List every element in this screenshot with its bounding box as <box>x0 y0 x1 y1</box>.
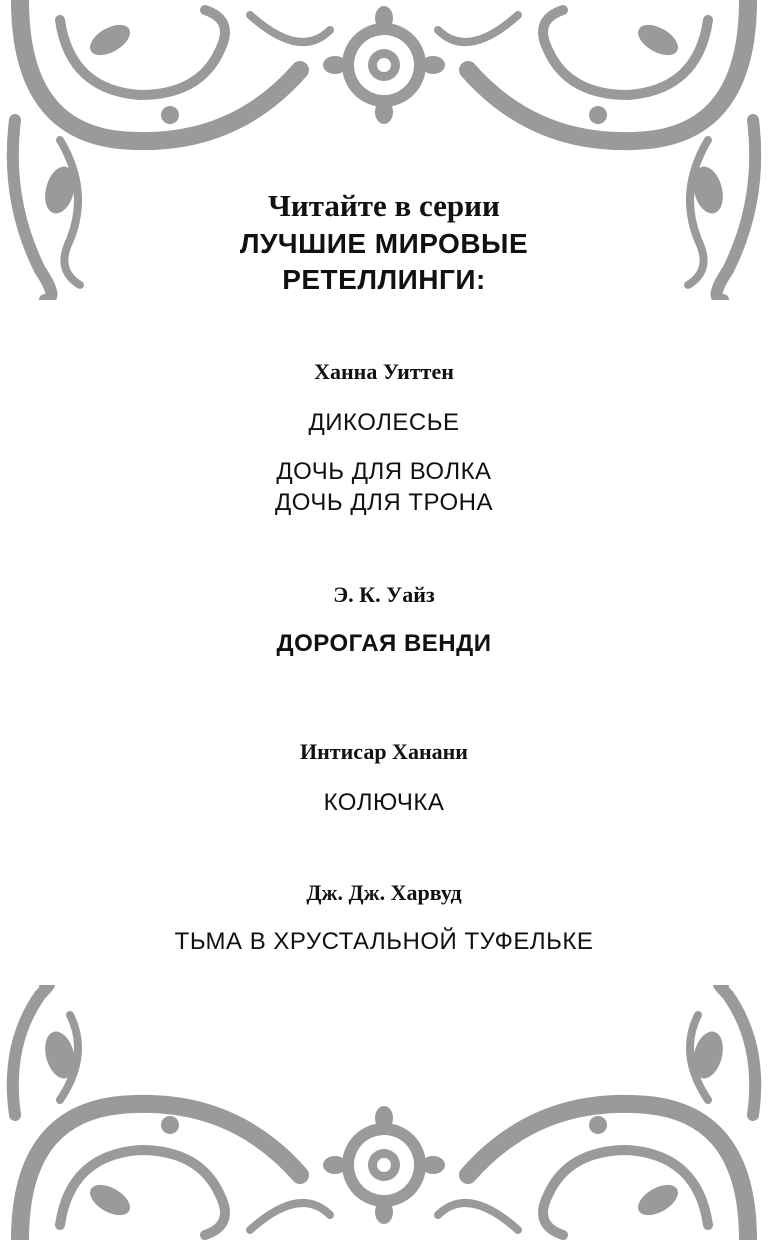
author-name: Интисар Ханани <box>300 739 468 764</box>
author-name: Э. К. Уайз <box>333 582 435 607</box>
author-name: Ханна Уиттен <box>314 359 454 384</box>
author-name: Дж. Дж. Харвуд <box>306 880 462 905</box>
book-title: КОЛЮЧКА <box>323 789 445 816</box>
series-intro: Читайте в серии <box>268 188 500 223</box>
series-title-line1: ЛУЧШИЕ МИРОВЫЕ <box>239 228 529 259</box>
book-title: ДОЧЬ ДЛЯ ТРОНА <box>275 489 493 516</box>
book-title: ТЬМА В ХРУСТАЛЬНОЙ ТУФЕЛЬКЕ <box>174 928 594 955</box>
book-title: ДОЧЬ ДЛЯ ВОЛКА <box>276 458 492 485</box>
series-title-line2: РЕТЕЛЛИНГИ: <box>282 264 486 295</box>
book-title: ДИКОЛЕСЬЕ <box>308 409 460 436</box>
book-title: ДОРОГАЯ ВЕНДИ <box>276 630 492 657</box>
bottom-ornament <box>0 985 768 1240</box>
